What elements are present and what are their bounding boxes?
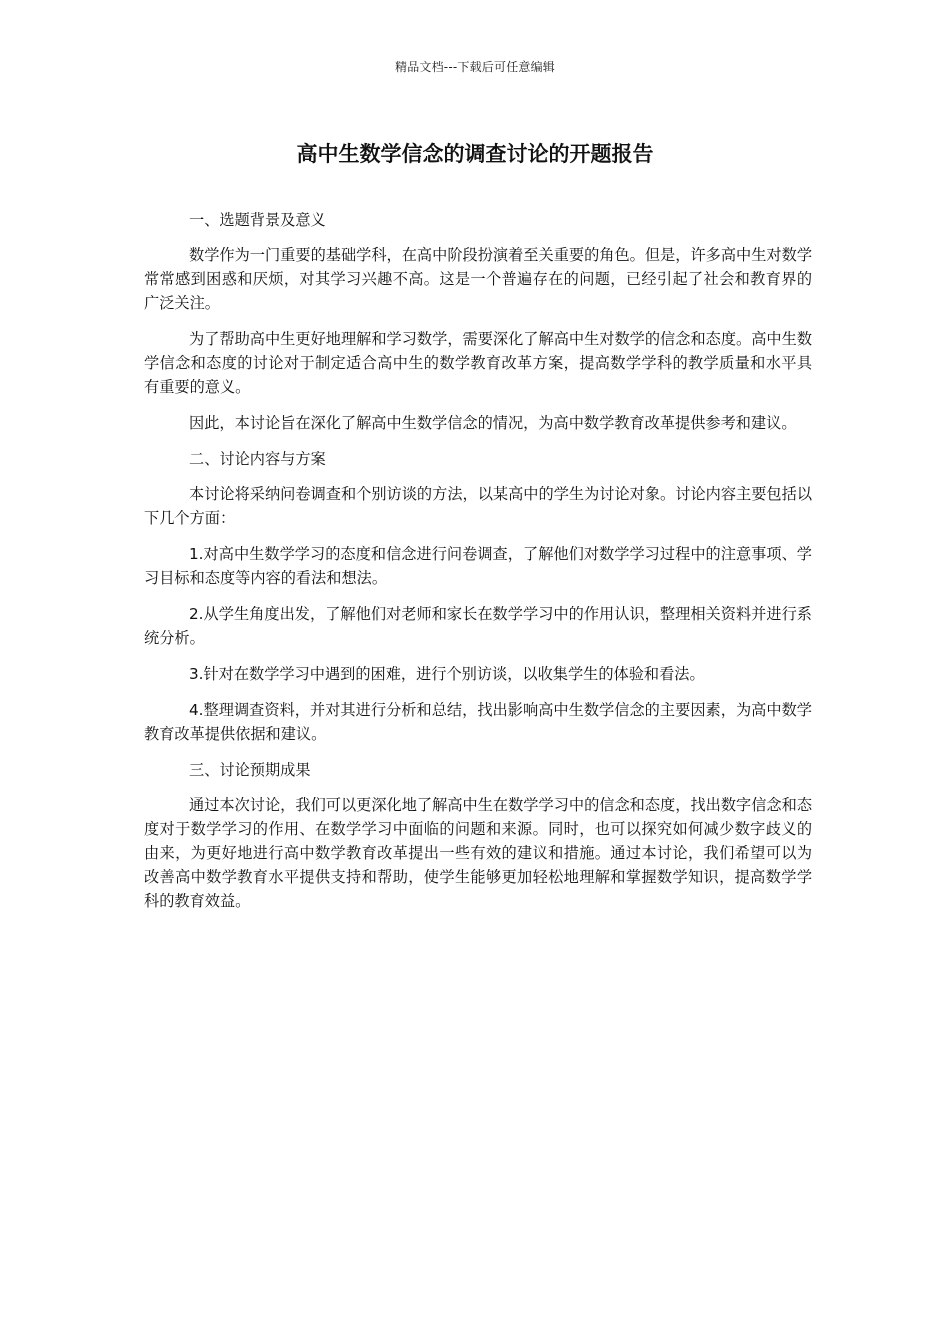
section-heading-outcomes: 三、讨论预期成果: [189, 761, 311, 779]
list-item: 3.针对在数学学习中遇到的困难，进行个别访谈，以收集学生的体验和看法。: [189, 665, 705, 683]
list-item: 2.从学生角度出发，了解他们对老师和家长在数学学习中的作用认识，整理相关资料并进行系统分析。: [144, 605, 812, 647]
section-heading-background: 一、选题背景及意义: [189, 211, 326, 229]
document-body: [144, 208, 812, 925]
paragraph: 通过本次讨论，我们可以更深化地了解高中生在数学学习中的信念和态度，找出数字信念和态度对于数学学习的作用、在数学学习中面临的问题和来源。同时，也可以探究如何减少数字歧义的由来，为更好地进行高中数学教育改革提出一些有效的建议和措施。通过本讨论，我们希望可以为改善高中数学教育水平提供支持和帮助，使学生能够更加轻松地理解和掌握数学知识，提高数学学科的教育效益。: [144, 796, 812, 910]
paragraph: 为了帮助高中生更好地理解和学习数学，需要深化了解高中生对数学的信念和态度。高中生数学信念和态度的讨论对于制定适合高中生的数学教育改革方案，提高数学学科的教学质量和水平具有重要的意义。: [144, 330, 812, 396]
document-title: 高中生数学信念的调查讨论的开题报告: [296, 142, 654, 166]
list-item: 1.对高中生数学学习的态度和信念进行问卷调查，了解他们对数学学习过程中的注意事项、学习目标和态度等内容的看法和想法。: [144, 545, 812, 587]
list-item: 4.整理调查资料，并对其进行分析和总结，找出影响高中生数学信念的主要因素，为高中数学教育改革提供依据和建议。: [144, 701, 812, 743]
paragraph: 因此，本讨论旨在深化了解高中生数学信念的情况，为高中数学教育改革提供参考和建议。: [189, 414, 797, 432]
page-header-watermark: 精品文档---下载后可任意编辑: [395, 60, 555, 74]
section-heading-content: 二、讨论内容与方案: [189, 450, 326, 468]
paragraph: 数学作为一门重要的基础学科，在高中阶段扮演着至关重要的角色。但是，许多高中生对数学常常感到困惑和厌烦，对其学习兴趣不高。这是一个普遍存在的问题，已经引起了社会和教育界的广泛关注。: [144, 246, 812, 312]
paragraph: 本讨论将采纳问卷调查和个别访谈的方法，以某高中的学生为讨论对象。讨论内容主要包括以下几个方面：: [144, 485, 812, 527]
